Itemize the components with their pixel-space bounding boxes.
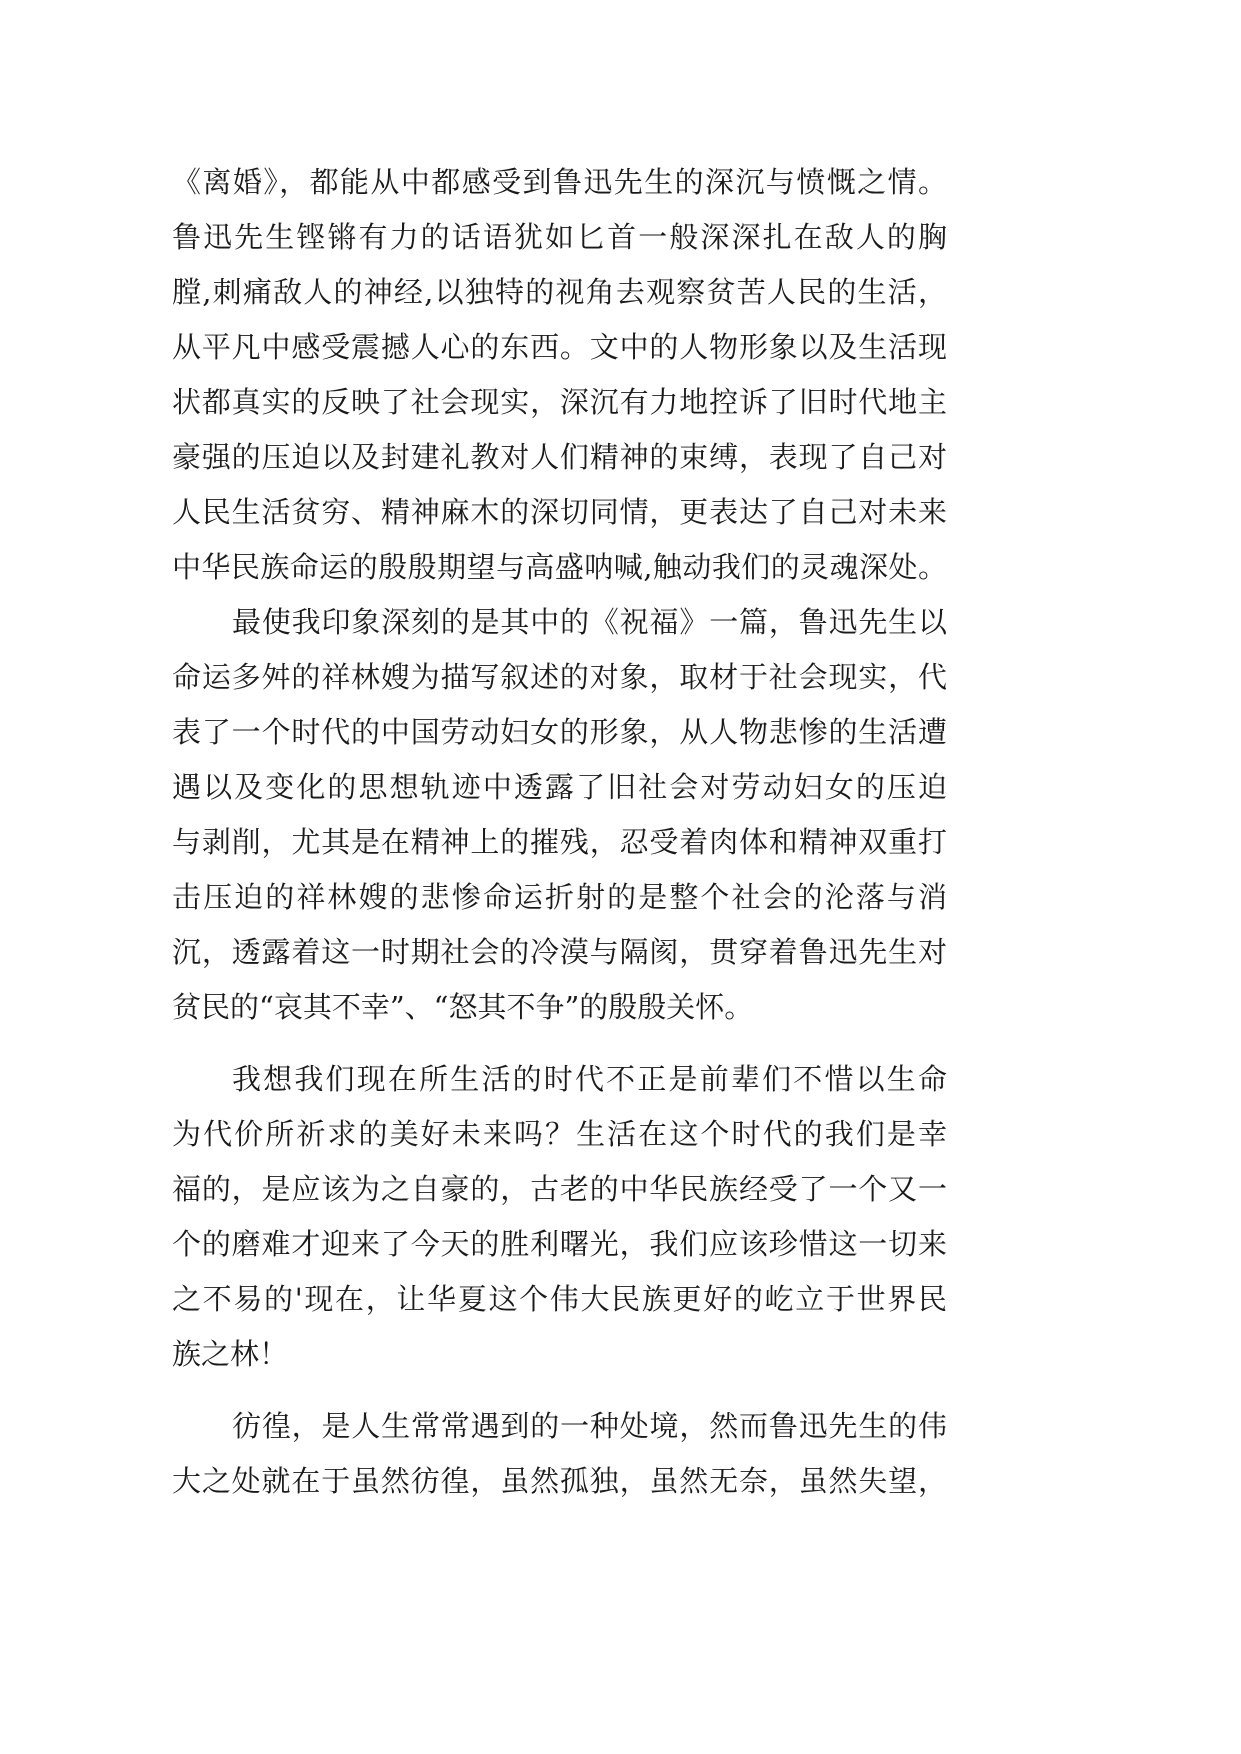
paragraph bbox=[172, 1052, 947, 1382]
text-line: 鲁迅先生铿锵有力的话语犹如匕首一般深深扎在敌人的胸 bbox=[172, 220, 947, 254]
text-line: 族之林！ bbox=[172, 1337, 289, 1371]
text-line: 我想我们现在所生活的时代不正是前辈们不惜以生命 bbox=[232, 1062, 947, 1096]
text-line: 从平凡中感受震撼人心的东西。文中的人物形象以及生活现 bbox=[172, 330, 947, 364]
text-line: 彷徨，是人生常常遇到的一种处境，然而鲁迅先生的伟 bbox=[232, 1409, 947, 1443]
text-line: 状都真实的反映了社会现实，深沉有力地控诉了旧时代地主 bbox=[172, 385, 947, 419]
text-line: 遇以及变化的思想轨迹中透露了旧社会对劳动妇女的压迫 bbox=[172, 770, 947, 804]
text-line: 人民生活贫穷、精神麻木的深切同情，更表达了自己对未来 bbox=[172, 495, 947, 529]
text-line: 沉，透露着这一时期社会的冷漠与隔阂，贯穿着鲁迅先生对 bbox=[172, 935, 947, 969]
text-line: 最使我印象深刻的是其中的《祝福》一篇，鲁迅先生以 bbox=[232, 605, 947, 639]
text-line: 大之处就在于虽然彷徨，虽然孤独，虽然无奈，虽然失望， bbox=[172, 1464, 947, 1498]
text-line: 福的，是应该为之自豪的，古老的中华民族经受了一个又一 bbox=[172, 1172, 947, 1206]
text-line: 为代价所祈求的美好未来吗？生活在这个时代的我们是幸 bbox=[172, 1117, 947, 1151]
text-line: 命运多舛的祥林嫂为描写叙述的对象，取材于社会现实，代 bbox=[172, 660, 947, 694]
text-line: 表了一个时代的中国劳动妇女的形象，从人物悲惨的生活遭 bbox=[172, 715, 947, 749]
text-line: 豪强的压迫以及封建礼教对人们精神的束缚，表现了自己对 bbox=[172, 440, 947, 474]
text-line: 贫民的“哀其不幸”、“怒其不争”的殷殷关怀。 bbox=[172, 990, 754, 1024]
text-line: 《离婚》，都能从中都感受到鲁迅先生的深沉与愤慨之情。 bbox=[172, 165, 947, 199]
text-line: 与剥削，尤其是在精神上的摧残，忍受着肉体和精神双重打 bbox=[172, 825, 947, 859]
paragraph bbox=[172, 595, 947, 1035]
text-line: 之不易的'现在，让华夏这个伟大民族更好的屹立于世界民 bbox=[172, 1282, 947, 1316]
paragraph bbox=[172, 155, 947, 595]
paragraph bbox=[172, 1399, 947, 1509]
text-line: 中华民族命运的殷殷期望与高盛呐喊,触动我们的灵魂深处。 bbox=[172, 550, 947, 584]
text-line: 个的磨难才迎来了今天的胜利曙光，我们应该珍惜这一切来 bbox=[172, 1227, 947, 1261]
body-text bbox=[172, 155, 947, 1509]
text-line: 击压迫的祥林嫂的悲惨命运折射的是整个社会的沦落与消 bbox=[172, 880, 947, 914]
text-line: 膛,刺痛敌人的神经,以独特的视角去观察贫苦人民的生活， bbox=[172, 275, 947, 309]
